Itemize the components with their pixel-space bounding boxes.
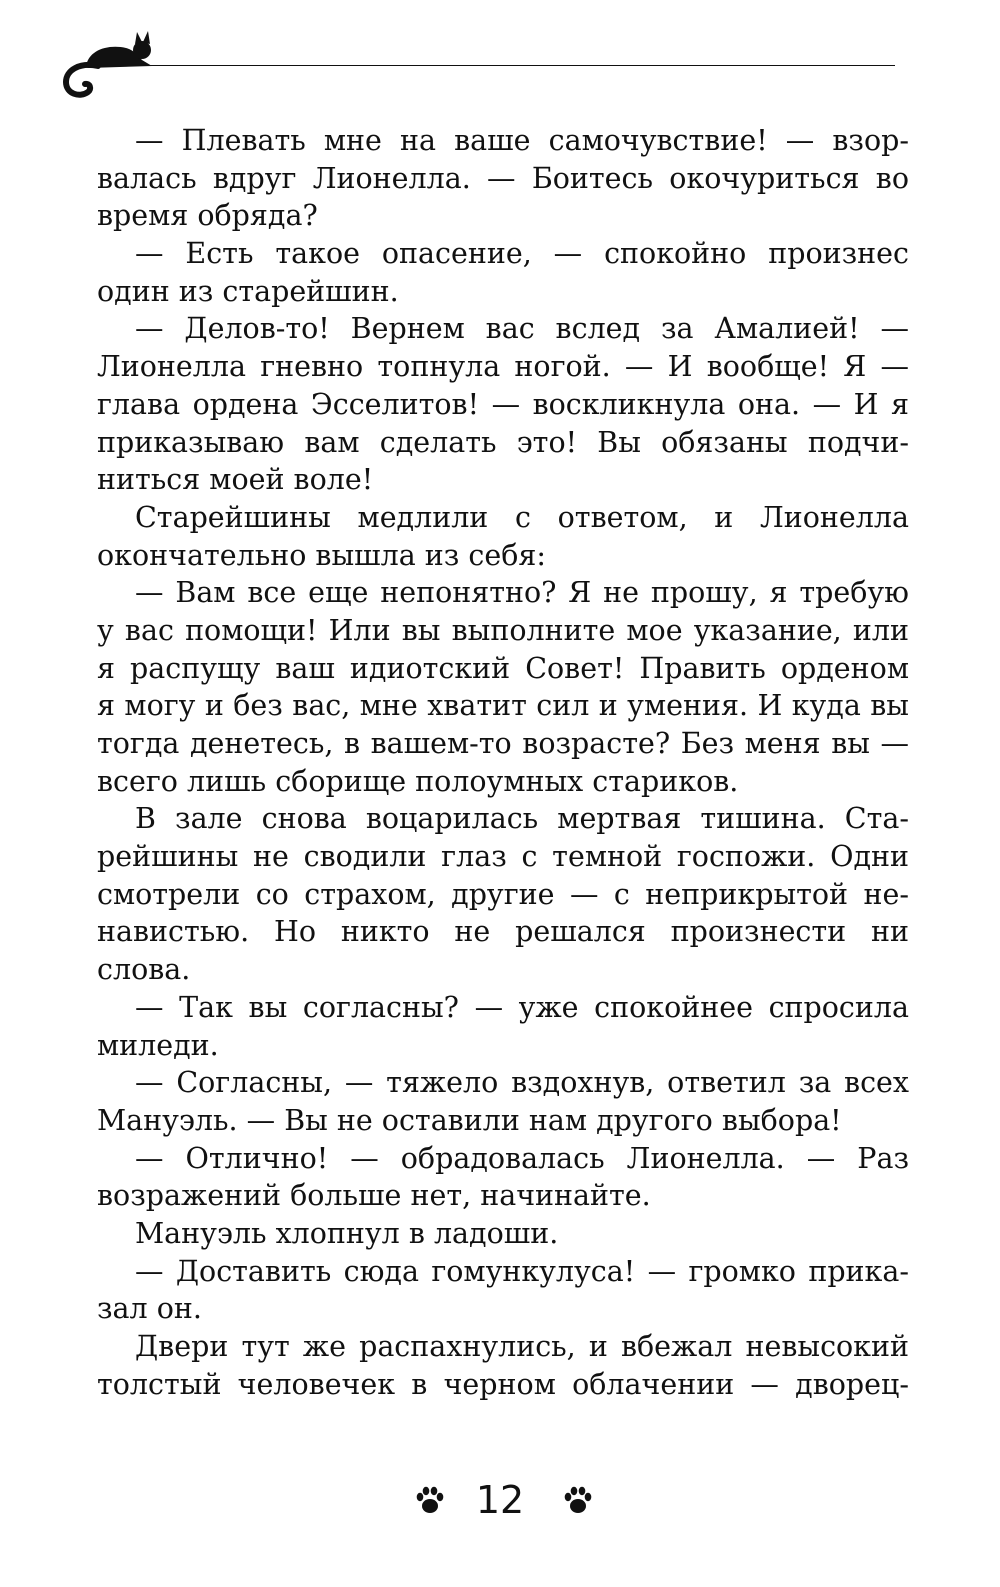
text-line: — Делов-то! Вернем вас вслед за Амалией! — [135,312,909,346]
text-line: возражений больше нет, начинайте. [97,1179,651,1213]
paw-print-icon [560,1482,596,1518]
text-line: Лионелла гневно топнула ногой. — И вообще! Я — [97,350,909,384]
text-line: Двери тут же распахнулись, и вбежал невысокий [135,1330,909,1363]
text-line: Мануэль хлопнул в ладоши. [135,1216,559,1250]
text-line: Мануэль. — Вы не оставили нам другого выбора! [97,1103,842,1137]
text-line: — Плевать мне на ваше самочувствие! — взор- [135,124,909,157]
text-line: ниться моей воле! [97,463,374,497]
page-footer [0,1470,1000,1540]
text-line: время обряда? [97,199,318,233]
text-line: смотрели со страхом, другие — с неприкрытой не- [97,877,909,911]
text-line: миледи. [97,1028,219,1062]
page-header [0,0,1000,120]
cat-icon [58,22,158,108]
text-line: у вас помощи! Или вы выполните мое указание, или [97,613,909,647]
text-line: толстый человечек в черном облачении — дворец- [97,1367,909,1401]
text-line: зал он. [97,1292,202,1326]
text-line: — Есть такое опасение, — спокойно произнес [135,237,909,271]
text-line: — Вам все еще непонятно? Я не прошу, я требую [135,576,909,610]
text-line: В зале снова воцарилась мертвая тишина. Ста- [135,802,909,836]
text-line: я распущу ваш идиотский Совет! Править орденом [97,651,909,685]
header-rule [150,65,895,66]
text-line: — Согласны, — тяжело вздохнув, ответил за всех [135,1066,909,1100]
text-line: — Доставить сюда гомункулуса! — громко прика- [135,1254,909,1288]
text-line: один из старейшин. [97,274,399,308]
text-line: слова. [97,953,191,987]
text-line: рейшины не сводили глаз с темной госпожи. Одни [97,840,909,874]
text-line: всего лишь сборище полоумных стариков. [97,764,739,798]
text-line: окончательно вышла из себя: [97,538,546,572]
text-line: тогда денетесь, в вашем-то возрасте? Без меня вы — [97,727,909,760]
page-number: 12 [475,1478,525,1522]
text-line: глава ордена Эсселитов! — воскликнула она. — И я [97,387,909,421]
text-line: Старейшины медлили с ответом, и Лионелла [135,500,909,534]
body-text [97,122,909,1403]
text-line: навистью. Но никто не решался произнести ни [97,915,909,949]
text-line: я могу и без вас, мне хватит сил и умения. И куда вы [97,689,909,723]
paw-print-icon [412,1482,448,1518]
text-line: — Так вы согласны? — уже спокойнее спросила [135,990,909,1024]
text-line: — Отлично! — обрадовалась Лионелла. — Раз [135,1141,909,1175]
text-line: валась вдруг Лионелла. — Боитесь окочуриться во [97,161,909,195]
text-line: приказываю вам сделать это! Вы обязаны подчи- [97,425,909,459]
